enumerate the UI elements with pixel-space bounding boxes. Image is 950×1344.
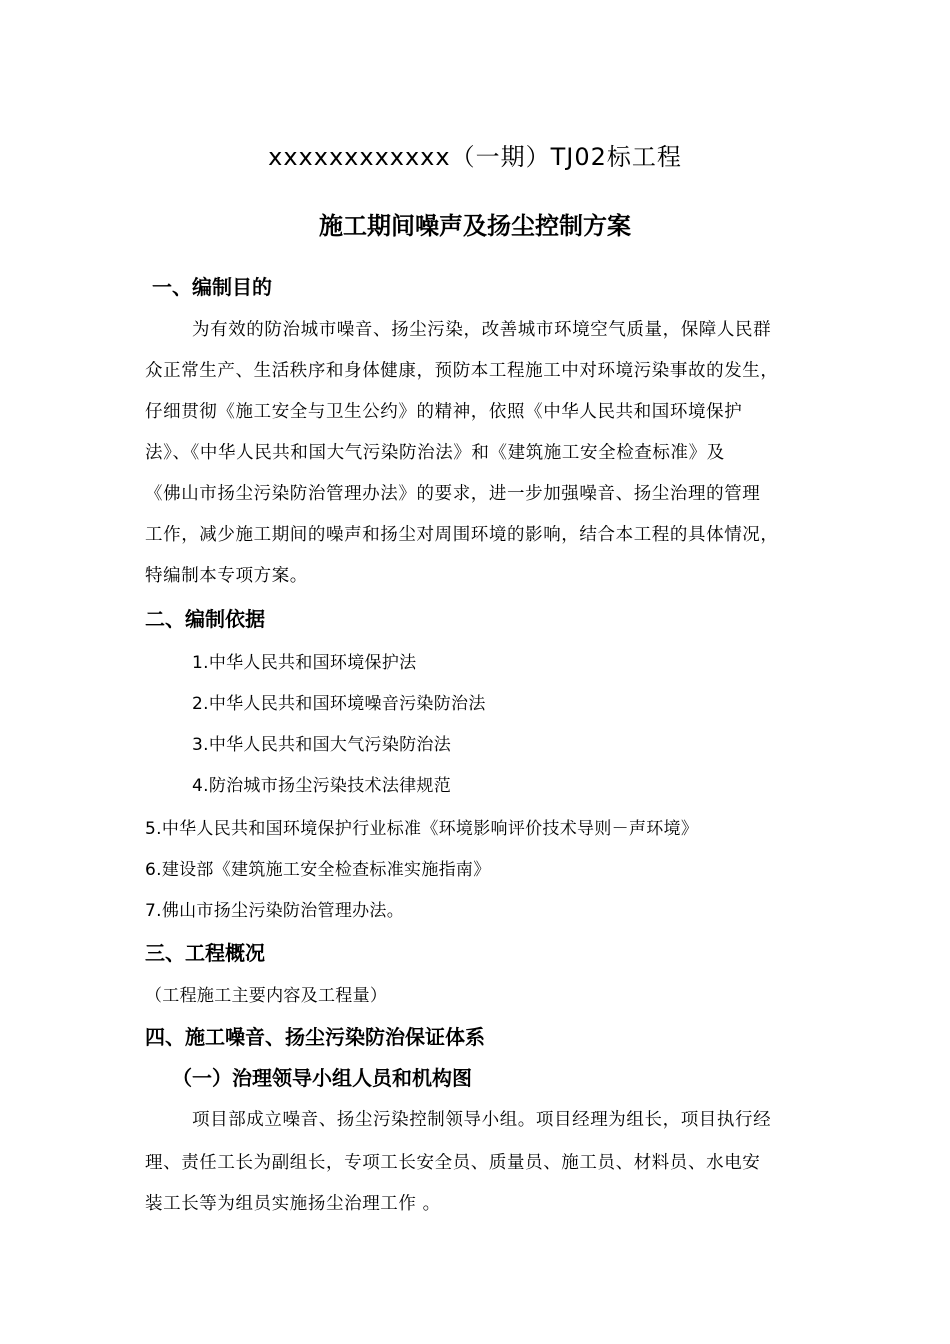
section1-line: 众正常生产、生活秩序和身体健康，预防本工程施工中对环境污染事故的发生，: [145, 361, 779, 381]
basis-list-item: 4.防治城市扬尘污染技术法律规范: [192, 776, 452, 796]
basis-list-item: 7.佛山市扬尘污染防治管理办法。: [145, 901, 405, 921]
section1-line: 工作，减少施工期间的噪声和扬尘对周围环境的影响，结合本工程的具体情况，: [145, 525, 779, 545]
project-title: xxxxxxxxxxxx（一期）TJ02标工程: [268, 143, 682, 171]
section2-heading: 二、编制依据: [145, 607, 265, 631]
section4-sub1-line: 项目部成立噪音、扬尘污染控制领导小组。项目经理为组长，项目执行经: [192, 1110, 772, 1130]
section1-line: 法》、《中华人民共和国大气污染防治法》和《建筑施工安全检查标准》及: [145, 443, 725, 463]
section3-heading: 三、工程概况: [145, 941, 265, 965]
section1-line: 为有效的防治城市噪音、扬尘污染，改善城市环境空气质量，保障人民群: [192, 320, 772, 340]
section1-line: 特编制本专项方案。: [145, 566, 308, 586]
section1-heading: 一、编制目的: [152, 275, 272, 299]
basis-list-item: 5.中华人民共和国环境保护行业标准《环境影响评价技术导则－声环境》: [145, 819, 699, 839]
section1-line: 仔细贯彻《施工安全与卫生公约》的精神，依照《中华人民共和国环境保护: [145, 402, 743, 422]
section4-sub1-heading: （一）治理领导小组人员和机构图: [172, 1066, 472, 1090]
section1-line: 《佛山市扬尘污染防治管理办法》的要求，进一步加强噪音、扬尘治理的管理: [145, 484, 761, 504]
section4-heading: 四、施工噪音、扬尘污染防治保证体系: [145, 1025, 485, 1049]
section4-sub1-line: 理、责任工长为副组长，专项工长安全员、质量员、施工员、材料员、水电安: [145, 1153, 761, 1173]
basis-list-item: 6.建设部《建筑施工安全检查标准实施指南》: [145, 860, 491, 880]
basis-list-item: 1.中华人民共和国环境保护法: [192, 653, 417, 673]
basis-list-item: 3.中华人民共和国大气污染防治法: [192, 735, 452, 755]
plan-title: 施工期间噪声及扬尘控制方案: [319, 212, 631, 240]
section4-sub1-line: 装工长等为组员实施扬尘治理工作 。: [145, 1194, 441, 1214]
section3-note: （工程施工主要内容及工程量）: [145, 986, 388, 1006]
basis-list-item: 2.中华人民共和国环境噪音污染防治法: [192, 694, 486, 714]
